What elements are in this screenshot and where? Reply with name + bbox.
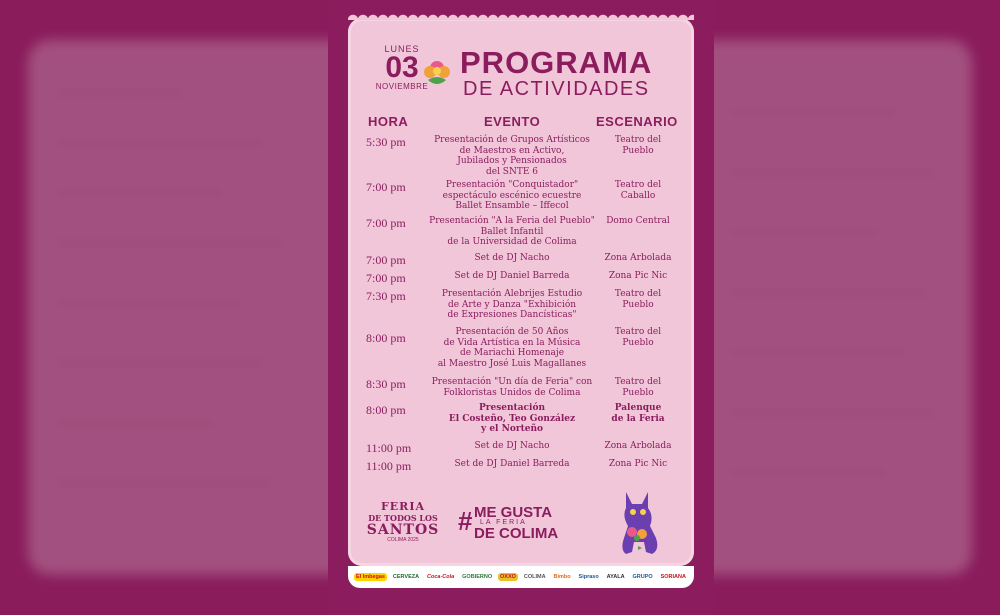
header-evento: EVENTO: [484, 114, 541, 129]
weekday: LUNES: [384, 44, 420, 54]
row-stage: Teatro del Pueblo: [614, 135, 662, 156]
hashtag-line: ME GUSTA: [474, 504, 553, 521]
sponsor-logo: SORIANA: [660, 574, 686, 580]
title-actividades: DE ACTIVIDADES: [463, 78, 650, 100]
row-stage: Teatro del Pueblo: [614, 327, 662, 348]
sponsor-logo: Sipraso: [578, 574, 599, 580]
sponsor-logo: GRUPO: [632, 574, 653, 580]
row-stage: Teatro del Pueblo: [614, 377, 662, 398]
blurred-background-right: [714, 0, 1000, 615]
sponsors-bar: [348, 566, 694, 588]
sponsor-logo: OXXO: [500, 574, 516, 580]
month: NOVIEMBRE: [375, 82, 429, 91]
row-stage: Zona Arbolada: [604, 441, 672, 451]
row-event: Presentación "Conquistador" espectáculo escénico ecuestre Ballet Ensamble – Iffecol: [442, 180, 582, 211]
row-event: Set de DJ Nacho: [474, 253, 550, 263]
header-escenario: ESCENARIO: [596, 114, 678, 129]
row-event: Set de DJ Daniel Barreda: [454, 459, 570, 469]
hashtag-line: LA FERIA: [480, 519, 527, 526]
row-event: Presentación Alebrijes Estudio de Arte y Danza "Exhibición de Expresiones Dancísticas": [441, 289, 583, 320]
row-time: 8:30 pm: [366, 377, 406, 391]
sponsor-logo: El Imbegas: [355, 574, 385, 580]
row-time: 7:00 pm: [366, 253, 406, 267]
row-event: Presentación de 50 Años de Vida Artística en la Música de Mariachi Homenaje al Maestro José Luis Magallanes: [437, 327, 587, 369]
row-time: 5:30 pm: [366, 135, 406, 149]
blurred-background-left: [0, 0, 328, 615]
row-time: 7:30 pm: [366, 289, 406, 303]
row-time: 7:00 pm: [366, 216, 406, 230]
row-event: Presentación El Costeño, Teo González y el Norteño: [448, 403, 576, 434]
row-stage: Zona Pic Nic: [608, 271, 668, 281]
row-event: Presentación "A la Feria del Pueblo" Ballet Infantil de la Universidad de Colima: [429, 216, 595, 247]
day-number: 03: [385, 51, 419, 84]
flower-icon: [420, 56, 454, 90]
sponsor-logo: GOBIERNO: [462, 574, 493, 580]
sponsor-logo: Coca-Cola: [427, 574, 455, 580]
sponsor-logo: Bimbo: [553, 574, 571, 580]
row-stage: Domo Central: [606, 216, 670, 226]
row-stage: Teatro del Pueblo: [614, 289, 662, 310]
row-stage: Zona Pic Nic: [608, 459, 668, 469]
hashtag-symbol: #: [458, 506, 473, 536]
hashtag-line: DE COLIMA: [474, 525, 559, 542]
row-time: 11:00 pm: [366, 441, 412, 455]
row-event: Presentación de Grupos Artísticos de Maestros en Activo, Jubilados y Pensionados del SNTE 6: [434, 135, 590, 177]
feria-logo: [366, 500, 440, 550]
row-time: 8:00 pm: [366, 331, 406, 345]
title-programa: PROGRAMA: [460, 45, 653, 80]
sponsor-logo: AYALA: [606, 574, 625, 580]
logo-line: SANTOS: [366, 522, 440, 538]
header-hora: HORA: [368, 114, 409, 129]
row-time: 11:00 pm: [366, 459, 412, 473]
row-event: Set de DJ Nacho: [474, 441, 550, 451]
logo-line: COLIMA 2025: [387, 537, 419, 543]
sponsor-logo: COLIMA: [523, 574, 546, 580]
scalloped-edge-top: [348, 10, 694, 20]
row-stage: Palenque de la Feria: [611, 403, 665, 424]
row-stage: Zona Arbolada: [604, 253, 672, 263]
sponsor-logo: CERVEZA: [392, 574, 420, 580]
row-event: Set de DJ Daniel Barreda: [454, 271, 570, 281]
logo-line: FERIA: [380, 500, 425, 513]
row-time: 7:00 pm: [366, 180, 406, 194]
logo-line: DE TODOS LOS: [368, 513, 438, 523]
row-stage: Teatro del Caballo: [614, 180, 662, 201]
row-event: Presentación "Un día de Feria" con Folkloristas Unidos de Colima: [431, 377, 593, 398]
row-time: 7:00 pm: [366, 271, 406, 285]
row-time: 8:00 pm: [366, 403, 406, 417]
program-poster: [328, 0, 714, 615]
alebrije-dog-icon: [612, 486, 668, 558]
